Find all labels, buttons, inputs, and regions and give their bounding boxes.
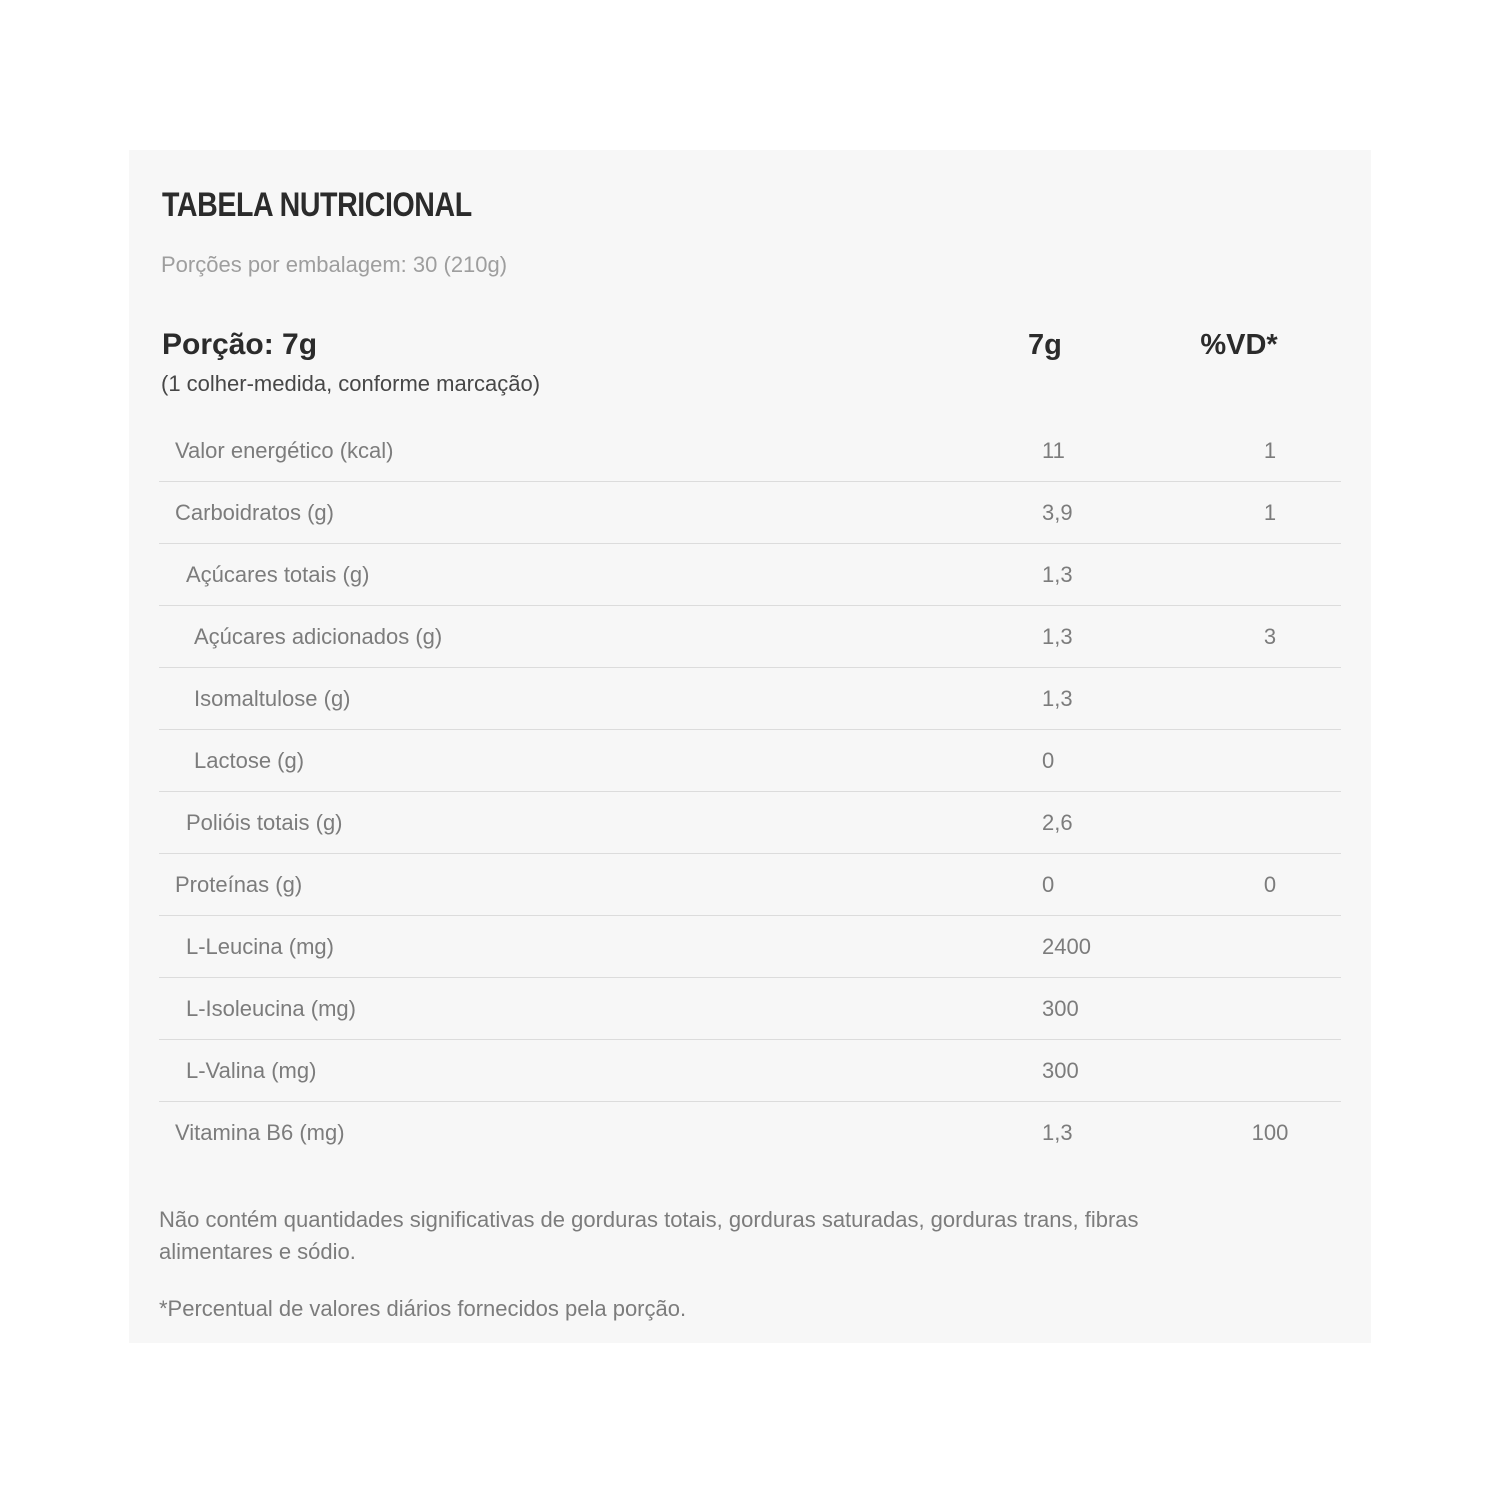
table-row bbox=[159, 854, 1341, 916]
table-row bbox=[159, 420, 1341, 482]
nutrient-amount: 1,3 bbox=[1042, 1120, 1073, 1145]
servings-per-package: Porções por embalagem: 30 (210g) bbox=[161, 252, 508, 277]
table-row bbox=[159, 668, 1341, 730]
table-row bbox=[159, 606, 1341, 668]
table-row bbox=[159, 1040, 1341, 1102]
nutrition-facts-card bbox=[129, 150, 1371, 1343]
nutrient-label: Açúcares totais (g) bbox=[186, 561, 370, 587]
table-row bbox=[159, 1102, 1341, 1164]
nutrient-label: Vitamina B6 (mg) bbox=[175, 1120, 345, 1145]
no-significant-amounts-note: Não contém quantidades significativas de gorduras totais, gorduras saturadas, gorduras trans, fibras alimentares e sódio. bbox=[159, 1207, 1139, 1264]
nutrient-label: L-Isoleucina (mg) bbox=[186, 995, 356, 1021]
nutrient-amount: 300 bbox=[1042, 995, 1079, 1021]
portion-measure-note: (1 colher-medida, conforme marcação) bbox=[161, 371, 541, 396]
nutrient-amount: 0 bbox=[1042, 871, 1055, 897]
nutrient-label: Valor energético (kcal) bbox=[175, 437, 394, 463]
nutrient-label: Isomaltulose (g) bbox=[194, 685, 351, 711]
nutrient-label: L-Valina (mg) bbox=[186, 1057, 317, 1083]
column-header-amount: 7g bbox=[1028, 329, 1062, 361]
table-row bbox=[159, 978, 1341, 1040]
table-row bbox=[159, 792, 1341, 854]
nutrient-daily-value: 1 bbox=[1263, 499, 1277, 525]
table-row bbox=[159, 482, 1341, 544]
nutrient-amount: 1,3 bbox=[1042, 623, 1073, 649]
table-row bbox=[159, 916, 1341, 978]
portion-header bbox=[159, 328, 1042, 398]
nutrient-daily-value: 100 bbox=[1251, 1120, 1289, 1145]
table-row bbox=[159, 730, 1341, 792]
daily-value-footnote: *Percentual de valores diários fornecidos pela porção. bbox=[159, 1296, 687, 1321]
portion-size-label: Porção: 7g bbox=[162, 328, 318, 361]
page-title: TABELA NUTRICIONAL bbox=[162, 186, 472, 224]
nutrient-label: Lactose (g) bbox=[194, 747, 305, 773]
nutrient-amount: 11 bbox=[1042, 437, 1065, 463]
nutrient-amount: 1,3 bbox=[1042, 685, 1073, 711]
nutrient-label: Carboidratos (g) bbox=[175, 499, 334, 525]
nutrient-label: Açúcares adicionados (g) bbox=[194, 623, 443, 649]
nutrient-amount: 2,6 bbox=[1042, 809, 1073, 835]
nutrient-label: Proteínas (g) bbox=[175, 871, 303, 897]
nutrient-amount: 300 bbox=[1042, 1057, 1079, 1083]
nutrient-daily-value: 1 bbox=[1263, 437, 1277, 463]
table-row bbox=[159, 544, 1341, 606]
nutrient-daily-value: 3 bbox=[1263, 623, 1277, 649]
nutrient-amount: 0 bbox=[1042, 747, 1055, 773]
nutrient-daily-value: 0 bbox=[1263, 871, 1277, 897]
nutrient-amount: 1,3 bbox=[1042, 561, 1073, 587]
nutrient-amount: 3,9 bbox=[1042, 499, 1073, 525]
column-header-daily-value: %VD* bbox=[1200, 329, 1278, 361]
nutrient-label: Polióis totais (g) bbox=[186, 809, 343, 835]
table-header-row bbox=[159, 328, 1341, 398]
nutrient-amount: 2400 bbox=[1042, 933, 1091, 959]
nutrient-label: L-Leucina (mg) bbox=[186, 933, 334, 959]
nutrition-table bbox=[159, 420, 1341, 1164]
